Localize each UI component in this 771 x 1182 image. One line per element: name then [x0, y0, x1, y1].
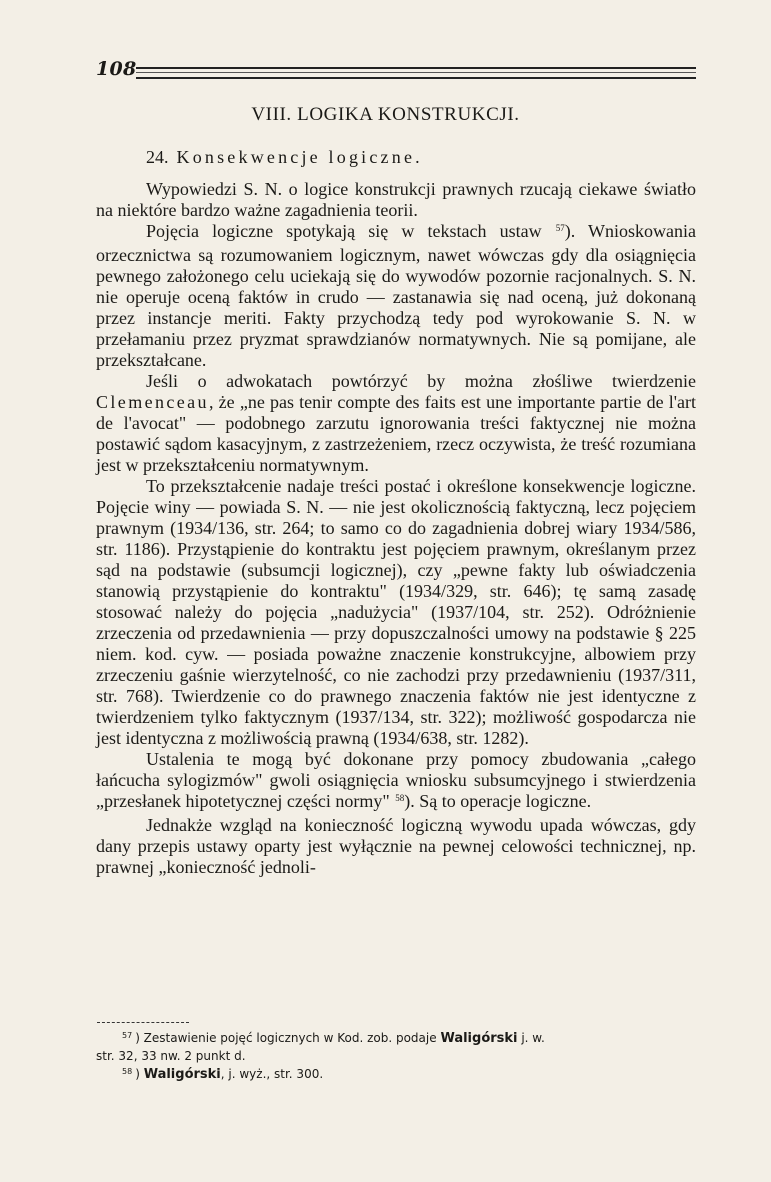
paragraph-1 [96, 179, 696, 221]
page-number: 108 [96, 58, 137, 80]
paragraph-5-text-a: Ustalenia te mogą być dokonane przy pomocy zbudowania „całego łańcucha sylogizmów" gwoli osiągnięcia wniosku subsumcyjnego i stwierdzenia „przesłanek hipotetycznej części normy" [96, 749, 696, 811]
paragraph-4 [96, 476, 696, 749]
footnote-ref-58[interactable]: 58 [395, 793, 405, 803]
chapter-title: VIII. LOGIKA KONSTRUKCJI. [251, 104, 520, 125]
footnote-57-author: Waligórski [440, 1031, 518, 1046]
paragraph-6-text: Jednakże wzgląd na konieczność logiczną wywodu upada wówczas, gdy dany przepis ustawy oparty jest wyłącznie na pewnej celowości technicznej, np. prawnej „konieczność jednoli- [96, 815, 696, 877]
footnote-57-line-2: str. 32, 33 nw. 2 punkt d. [96, 1049, 246, 1063]
body-text [96, 179, 696, 878]
footnotes [96, 1030, 700, 1084]
paragraph-2 [96, 221, 696, 371]
section-title: Konsekwencje logiczne. [176, 147, 423, 167]
paragraph-3-text-b: , że „ne pas tenir compte des faits est une importante partie de l'art de l'avocat" — podobnego zarzutu ignorowania treści faktycznej nie można postawić sądom kasacyjnym, z zastrzeżeniem, rzecz oczywista, że treść rozumiana jest w przekształceniu normatywnym. [96, 392, 696, 475]
header-rule [136, 67, 696, 79]
footnote-57-number: 57 [122, 1031, 133, 1040]
footnote-57 [96, 1030, 700, 1064]
section-number: 24. [146, 147, 169, 167]
footnote-ref-57[interactable]: 57 [555, 223, 565, 233]
paragraph-1-text: Wypowiedzi S. N. o logice konstrukcji prawnych rzucają ciekawe światło na niektóre bardzo ważne zagadnienia teorii. [96, 179, 696, 220]
paragraph-2-text-a: Pojęcia logiczne spotykają się w tekstach ustaw [146, 221, 542, 241]
paragraph-2-text-b: ). Wnioskowania orzecznictwa są rozumowaniem logicznym, nawet wówczas gdy dla osiągnięcia pewnego założonego celu uciekają się do wywodów pozornie racjonalnych. S. N. nie operuje oceną faktów in crudo — zastanawia się nad oceną, już dokonaną przez instancje meriti. Fakty przychodzą tedy pod wyrokowanie S. N. w przełamaniu przez pryzmat sprawdzianów normatywnych. Nie są pomijane, ale przekształcane. [96, 221, 696, 370]
footnote-58-author: Waligórski [143, 1067, 221, 1082]
footnote-58-text-a: ) [135, 1067, 140, 1081]
footnote-58-number: 58 [122, 1067, 133, 1076]
footnote-58 [96, 1066, 700, 1084]
name-clemenceau: Clemenceau [96, 392, 209, 412]
footnote-58-text-b: , j. wyż., str. 300. [220, 1067, 324, 1081]
footnote-57-text-a: ) Zestawienie pojęć logicznych w Kod. zob. podaje [135, 1031, 437, 1045]
paragraph-3-text-a: Jeśli o adwokatach powtórzyć by można złośliwe twierdzenie [146, 371, 696, 391]
footnote-57-line-1 [96, 1030, 700, 1048]
footnote-separator [97, 1022, 189, 1023]
paragraph-4-text: To przekształcenie nadaje treści postać i określone konsekwencje logiczne. Pojęcie winy — powiada S. N. — nie jest okolicznością faktyczną, lecz pojęciem prawnym (1934/136, str. 264; to samo co do zagadnienia dobrej wiary 1934/586, str. 1186). Przystąpienie do kontraktu jest pojęciem prawnym, określanym przez sąd na podstawie (subsumcji logicznej), czy „pewne fakty lub oświadczenia stanowią przystąpienie do kontraktu" (1934/329, str. 646); tę samą zasadę stosować należy do pojęcia „nadużycia" (1937/104, str. 252). Odróżnienie zrzeczenia od przedawnienia — przy dopuszczalności umowy na podstawie § 225 niem. kod. cyw. — posiada poważne znaczenie konstrukcyjne, albowiem przy zrzeczeniu gaśnie wierzytelność, co nie zachodzi przy przedawnieniu (1937/311, str. 768). Twierdzenie co do prawnego znaczenia faktów nie jest identyczne z twierdzeniem tylko faktycznym (1937/134, str. 322); możliwość gospodarcza nie jest identyczna z możliwością prawną (1934/638, str. 1282). [96, 476, 696, 748]
footnote-57-text-b: j. w. [521, 1031, 545, 1045]
section-heading [146, 147, 423, 168]
paragraph-6 [96, 815, 696, 878]
page-header [96, 58, 696, 88]
paragraph-5 [96, 749, 696, 815]
paragraph-3 [96, 371, 696, 476]
paragraph-5-text-b: ). Są to operacje logiczne. [404, 791, 592, 811]
